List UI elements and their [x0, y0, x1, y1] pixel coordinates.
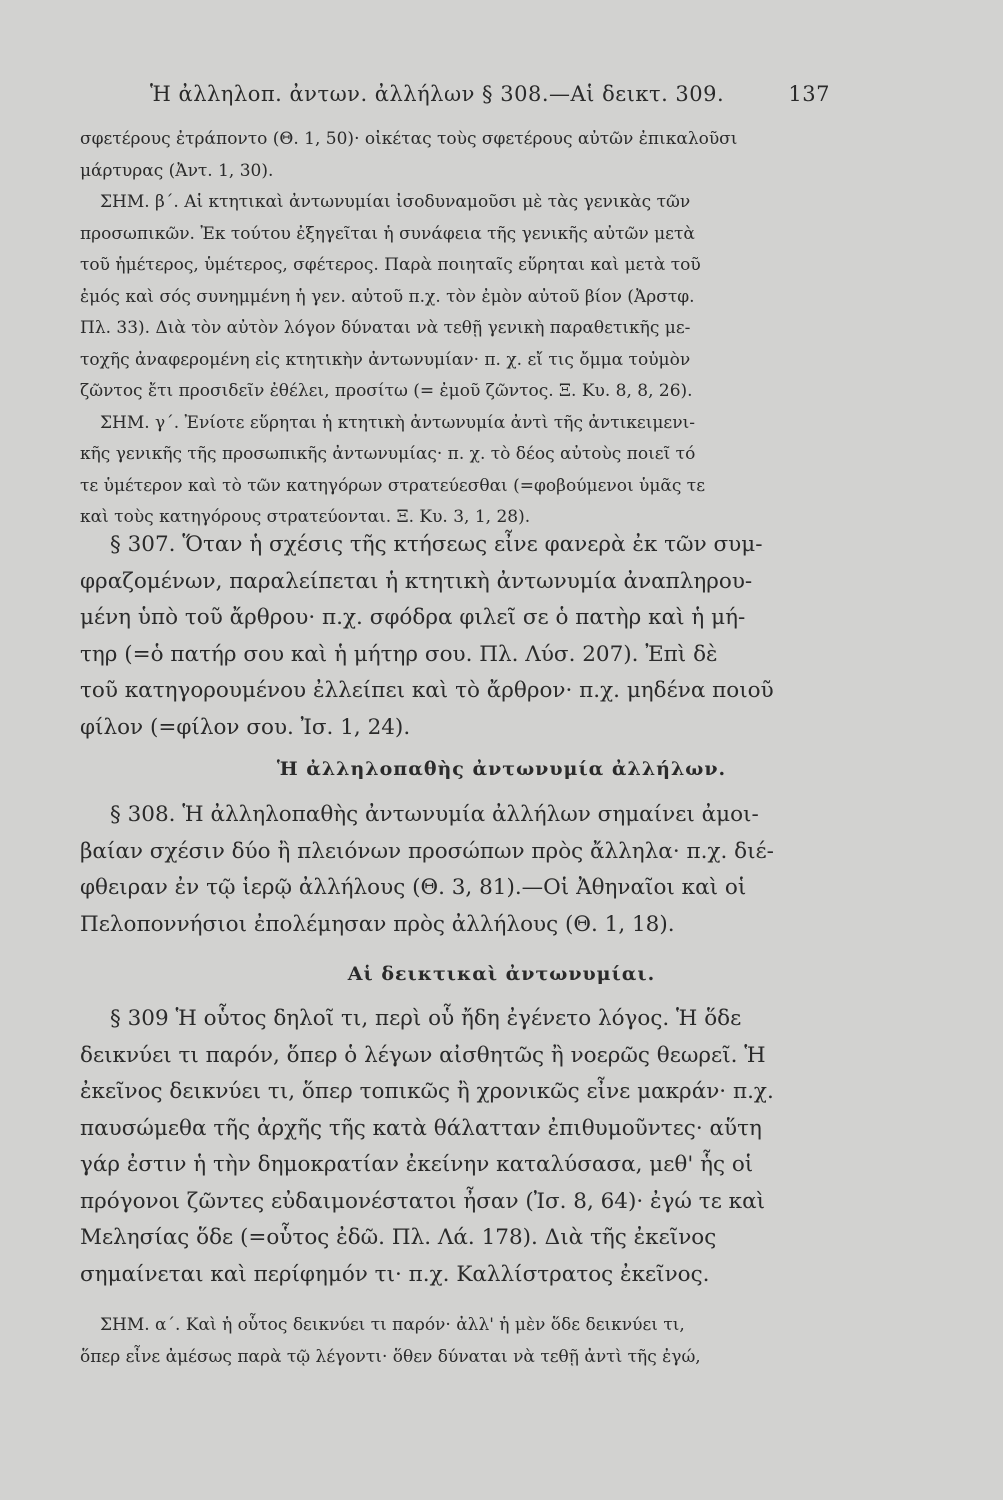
section-307 [80, 527, 820, 746]
section-309 [80, 1001, 820, 1293]
notes-top [80, 124, 820, 534]
text-line: ὅπερ εἶνε ἀμέσως παρὰ τῷ λέγοντι· ὅθεν δύναται νὰ τεθῇ ἀντὶ τῆς ἐγώ, [80, 1346, 701, 1367]
text-line: καὶ τοὺς κατηγόρους στρατεύονται. Ξ. Κυ. 3, 1, 28). [80, 507, 531, 527]
text-line: σημαίνεται καὶ περίφημόν τι· π.χ. Καλλίστρατος ἐκεῖνος. [80, 1261, 710, 1287]
section-308 [80, 797, 820, 943]
text-line: μένη ὑπὸ τοῦ ἄρθρου· π.χ. σφόδρα φιλεῖ σε ὁ πατὴρ καὶ ἡ μή- [80, 605, 746, 630]
text-line: δεικνύει τι παρόν, ὅπερ ὁ λέγων αἰσθητῶς ἢ νοερῶς θεωρεῖ. Ἡ [80, 1042, 766, 1068]
running-header [150, 82, 830, 106]
text-line: πρόγονοι ζῶντες εὐδαιμονέστατοι ἦσαν (Ἰσ. 8, 64)· ἐγώ τε καὶ [80, 1188, 766, 1214]
text-line: ζῶντος ἔτι προσιδεῖν ἐθέλει, προσίτω (= ἐμοῦ ζῶντος. Ξ. Κυ. 8, 8, 26). [80, 381, 693, 401]
heading-demonstrative-pronouns: Αἱ δεικτικαὶ ἀντωνυμίαι. [347, 963, 656, 985]
text-line: προσωπικῶν. Ἐκ τούτου ἐξηγεῖται ἡ συνάφεια τῆς γενικῆς αὐτῶν μετὰ [80, 223, 695, 244]
text-line: Πλ. 33). Διὰ τὸν αὐτὸν λόγον δύναται νὰ τεθῇ γενικὴ παραθετικῆς με- [80, 318, 691, 338]
text-line: Μελησίας ὅδε (=οὗτος ἐδῶ. Πλ. Λά. 178). Διὰ τῆς ἐκεῖνος [80, 1225, 717, 1250]
text-line: κῆς γενικῆς τῆς προσωπικῆς ἀντωνυμίας· π. χ. τὸ δέος αὐτοὺς ποιεῖ τό [80, 444, 696, 464]
text-line: βαίαν σχέσιν δύο ἢ πλειόνων προσώπων πρὸς ἄλληλα· π.χ. διέ- [80, 838, 774, 864]
text-line: παυσώμεθα τῆς ἀρχῆς τῆς κατὰ θάλατταν ἐπιθυμοῦντες· αὕτη [80, 1115, 762, 1141]
text-line: Πελοποννήσιοι ἐπολέμησαν πρὸς ἀλλήλους (Θ. 1, 18). [80, 911, 675, 937]
text-line: ΣΗΜ. γ΄. Ἐνίοτε εὕρηται ἡ κτητικὴ ἀντωνυμία ἀντὶ τῆς ἀντικειμενι- [100, 412, 695, 433]
text-line: τε ὑμέτερον καὶ τὸ τῶν κατηγόρων στρατεύεσθαι (=φοβούμενοι ὑμᾶς τε [80, 475, 706, 496]
page-number: 137 [788, 82, 830, 106]
text-line: φραζομένων, παραλείπεται ἡ κτητικὴ ἀντωνυμία ἀναπληρου- [80, 568, 753, 594]
text-line: φίλον (=φίλον σου. Ἰσ. 1, 24). [80, 714, 411, 740]
heading-reciprocal-pronoun: Ἡ ἀλληλοπαθὴς ἀντωνυμία ἀλλήλων. [276, 758, 727, 780]
text-line: μάρτυρας (Ἀντ. 1, 30). [80, 160, 274, 181]
text-line: ἐμός καὶ σός συνημμένη ἡ γεν. αὐτοῦ π.χ. τὸν ἐμὸν αὐτοῦ βίον (Ἀρστφ. [80, 286, 695, 307]
text-line: ἐκεῖνος δεικνύει τι, ὅπερ τοπικῶς ἢ χρονικῶς εἶνε μακράν· π.χ. [80, 1079, 774, 1104]
text-line: τοχῆς ἀναφερομένη εἰς κτητικὴν ἀντωνυμίαν· π. χ. εἴ τις ὄμμα τοὐμὸν [80, 349, 691, 370]
text-line: ΣΗΜ. β΄. Αἱ κτητικαὶ ἀντωνυμίαι ἰσοδυναμοῦσι μὲ τὰς γενικὰς τῶν [100, 192, 691, 212]
text-line: ΣΗΜ. α΄. Καὶ ἡ οὗτος δεικνύει τι παρόν· ἀλλ' ἡ μὲν ὅδε δεικνύει τι, [100, 1315, 685, 1335]
text-line: § 309 Ἡ οὗτος δηλοῖ τι, περὶ οὗ ἤδη ἐγένετο λόγος. Ἡ ὅδε [110, 1006, 742, 1031]
text-line: φθειραν ἐν τῷ ἱερῷ ἀλλήλους (Θ. 3, 81).—Οἱ Ἀθηναῖοι καὶ οἱ [80, 875, 747, 900]
text-line: γάρ ἐστιν ἡ τὴν δημοκρατίαν ἐκείνην καταλύσασα, μεθ' ἧς οἱ [80, 1152, 754, 1177]
text-line: τηρ (=ὁ πατήρ σου καὶ ἡ μήτηρ σου. Πλ. Λύσ. 207). Ἐπὶ δὲ [80, 641, 718, 667]
text-line: σφετέρους ἐτράποντο (Θ. 1, 50)· οἰκέτας τοὺς σφετέρους αὐτῶν ἐπικαλοῦσι [80, 129, 738, 149]
header-title: Ἡ ἀλληλοπ. ἀντων. ἀλλήλων § 308.—Αἱ δεικτ. 309. [150, 82, 725, 106]
text-line: § 308. Ἡ ἀλληλοπαθὴς ἀντωνυμία ἀλλήλων σημαίνει ἀμοι- [110, 802, 759, 827]
notes-bottom [80, 1310, 820, 1373]
text-line: § 307. Ὅταν ἡ σχέσις τῆς κτήσεως εἶνε φανερὰ ἐκ τῶν συμ- [110, 532, 763, 557]
text-line: τοῦ ἡμέτερος, ὑμέτερος, σφέτερος. Παρὰ ποιηταῖς εὕρηται καὶ μετὰ τοῦ [80, 255, 701, 275]
text-line: τοῦ κατηγορουμένου ἐλλείπει καὶ τὸ ἄρθρον· π.χ. μηδένα ποιοῦ [80, 678, 774, 703]
